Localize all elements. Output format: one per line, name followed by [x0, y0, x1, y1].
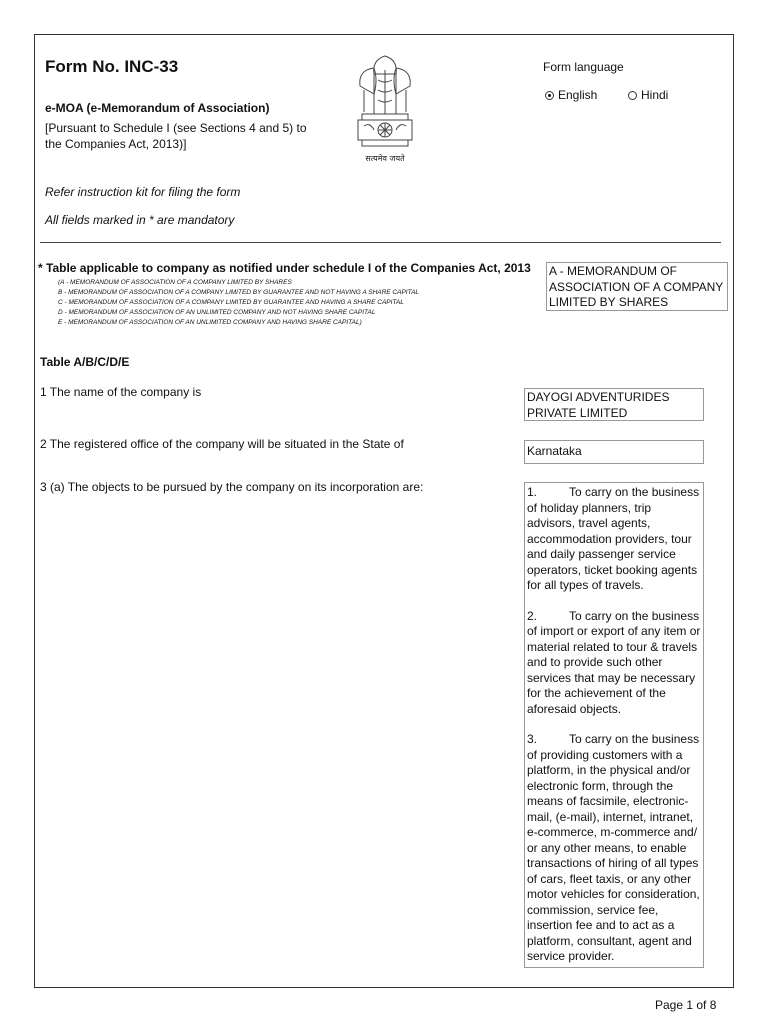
table-option: C - MEMORANDUM OF ASSOCIATION OF A COMPANY LIMITED BY GUARANTEE AND HAVING A SHARE CAPITAL — [58, 299, 404, 306]
emblem-icon — [352, 50, 418, 166]
table-option: B - MEMORANDUM OF ASSOCIATION OF A COMPANY LIMITED BY GUARANTEE AND NOT HAVING A SHARE CAPITAL — [58, 289, 420, 296]
table-applicable-field[interactable]: A - MEMORANDUM OF ASSOCIATION OF A COMPANY LIMITED BY SHARES — [546, 262, 728, 311]
object-item: 1. To carry on the business of holiday planners, trip advisors, travel agents, accommodation providers, tour and daily passenger service operators, ticket booking agents for all types of travels. — [527, 485, 700, 592]
pursuant-note: [Pursuant to Schedule I (see Sections 4 and 5) to the Companies Act, 2013)] — [45, 121, 307, 151]
objects-field[interactable] — [524, 482, 704, 968]
instruction-mandatory: All fields marked in * are mandatory — [45, 213, 235, 227]
section-title: Table A/B/C/D/E — [40, 355, 130, 369]
table-option: (A - MEMORANDUM OF ASSOCIATION OF A COMPANY LIMITED BY SHARES — [58, 279, 292, 286]
divider — [40, 242, 721, 243]
language-hindi-label: Hindi — [641, 88, 669, 102]
object-item: 3. To carry on the business of providing customers with a platform, in the physical and/or electronic form, through the means of facsimile, electronic-mail, (e-mail), internet, intranet, e-commerce, m-commerce and/ or any other means, to enable transactions of hiring of all types of cars, fleet taxis, or any other motor vehicles for consideration, commission, service fee, insertion fee and to act as a platform, consultant, agent and service provider. — [527, 732, 700, 963]
national-emblem — [352, 50, 418, 166]
object-item: 2. To carry on the business of import or export of any item or material related to tour & travels and to provide such other services that may be necessary for the achievement of the aforesaid objects. — [527, 608, 701, 716]
state-label: 2 The registered office of the company will be situated in the State of — [40, 437, 404, 451]
language-option-hindi[interactable] — [628, 88, 668, 102]
radio-unselected-icon[interactable] — [628, 91, 637, 100]
emblem-caption: सत्यमेव जयते — [365, 154, 405, 163]
table-applicable-label: * Table applicable to company as notified under schedule I of the Companies Act, 2013 — [38, 261, 531, 275]
state-field[interactable]: Karnataka — [524, 440, 704, 464]
form-number: Form No. INC-33 — [45, 57, 179, 76]
radio-selected-icon[interactable] — [545, 91, 554, 100]
table-option: D - MEMORANDUM OF ASSOCIATION OF AN UNLIMITED COMPANY AND NOT HAVING SHARE CAPITAL — [58, 309, 376, 316]
page-number: Page 1 of 8 — [655, 998, 717, 1012]
objects-label: 3 (a) The objects to be pursued by the company on its incorporation are: — [40, 480, 424, 494]
form-language-label: Form language — [543, 60, 624, 74]
table-options-list — [58, 278, 419, 328]
form-subtitle: e-MOA (e-Memorandum of Association) — [45, 101, 270, 115]
instruction-refer: Refer instruction kit for filing the form — [45, 185, 241, 199]
table-option: E - MEMORANDUM OF ASSOCIATION OF AN UNLIMITED COMPANY AND HAVING SHARE CAPITAL) — [58, 319, 362, 326]
company-name-field[interactable]: DAYOGI ADVENTURIDES PRIVATE LIMITED — [524, 388, 704, 421]
language-english-label: English — [558, 88, 598, 102]
language-option-english[interactable] — [545, 88, 597, 102]
company-name-label: 1 The name of the company is — [40, 385, 202, 399]
